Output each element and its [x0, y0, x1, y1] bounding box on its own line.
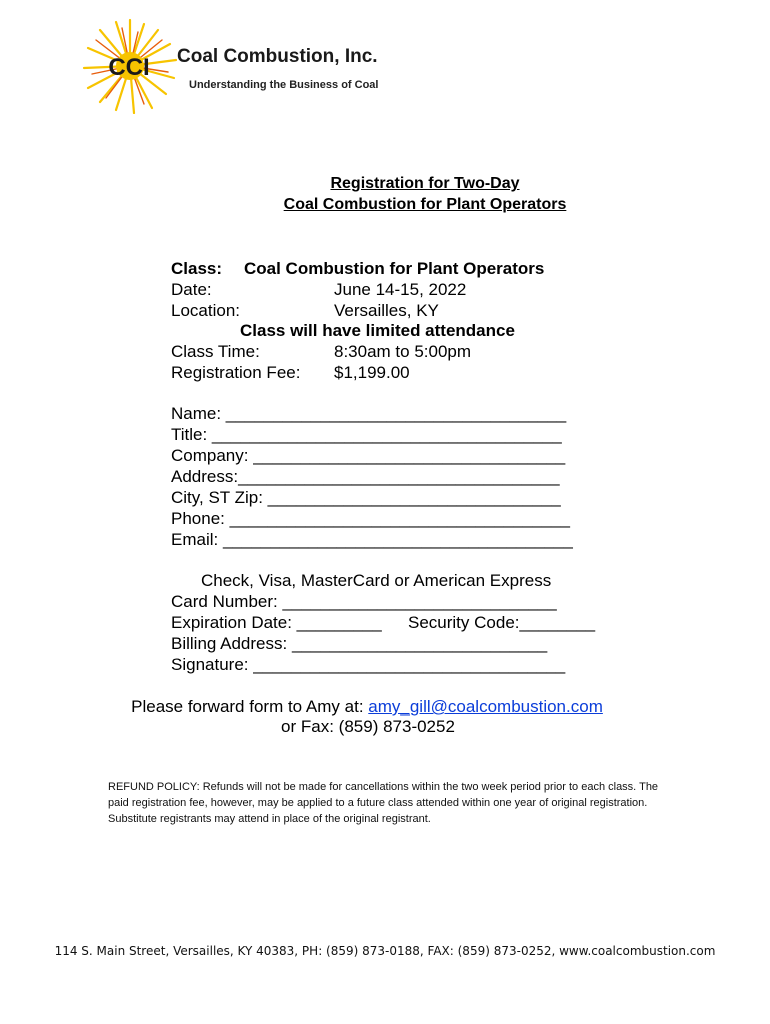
billing-address-field[interactable]: Billing Address: ___________________________ — [171, 634, 548, 653]
company-logo — [82, 18, 178, 114]
email-link[interactable]: amy_gill@coalcombustion.com — [368, 697, 603, 716]
title-field[interactable]: Title: _____________________________________ — [171, 425, 562, 444]
date-value: June 14-15, 2022 — [334, 280, 467, 299]
date-label: Date: — [171, 280, 212, 299]
company-tagline: Understanding the Business of Coal — [189, 79, 379, 91]
name-field[interactable]: Name: ____________________________________ — [171, 404, 567, 423]
company-name: Coal Combustion, Inc. — [177, 46, 378, 67]
class-value: Coal Combustion for Plant Operators — [244, 259, 545, 278]
form-title-line1: Registration for Two-Day — [330, 175, 520, 192]
registration-fee-label: Registration Fee: — [171, 363, 301, 382]
form-title-line2: Coal Combustion for Plant Operators — [283, 196, 567, 213]
fax-line: or Fax: (859) 873-0252 — [281, 717, 455, 736]
address-field[interactable]: Address:__________________________________ — [171, 467, 560, 486]
card-number-field[interactable]: Card Number: _____________________________ — [171, 592, 557, 611]
company-field[interactable]: Company: _________________________________ — [171, 446, 566, 465]
footer-address: 114 S. Main Street, Versailles, KY 40383, PH: (859) 873-0188, FAX: (859) 873-0252, www.coalcombustion.com — [54, 944, 716, 958]
location-value: Versailles, KY — [334, 301, 439, 320]
expiration-date-field[interactable]: Expiration Date: _________ — [171, 613, 382, 632]
logo-text: CCI — [108, 54, 150, 81]
registration-fee-value: $1,199.00 — [334, 363, 410, 382]
phone-field[interactable]: Phone: ____________________________________ — [171, 509, 570, 528]
class-time-label: Class Time: — [171, 342, 260, 361]
city-state-zip-field[interactable]: City, ST Zip: _______________________________ — [171, 488, 561, 507]
email-field[interactable]: Email: _____________________________________ — [171, 530, 573, 549]
security-code-field[interactable]: Security Code:________ — [408, 613, 596, 632]
forward-line — [0, 697, 752, 717]
class-time-value: 8:30am to 5:00pm — [334, 342, 472, 361]
location-label: Location: — [171, 301, 240, 320]
attendance-note: Class will have limited attendance — [240, 321, 515, 340]
class-label: Class: — [171, 259, 223, 278]
refund-policy: REFUND POLICY: Refunds will not be made for cancellations within the two week period prior to each class. The paid registration fee, however, may be applied to a future class attended within one year of original registration. Substitute registrants may attend in place of the original registrant. — [108, 781, 659, 825]
forward-prefix: Please forward form to Amy at: — [131, 697, 369, 716]
payment-methods: Check, Visa, MasterCard or American Express — [201, 571, 552, 590]
signature-field[interactable]: Signature: _________________________________ — [171, 655, 566, 674]
